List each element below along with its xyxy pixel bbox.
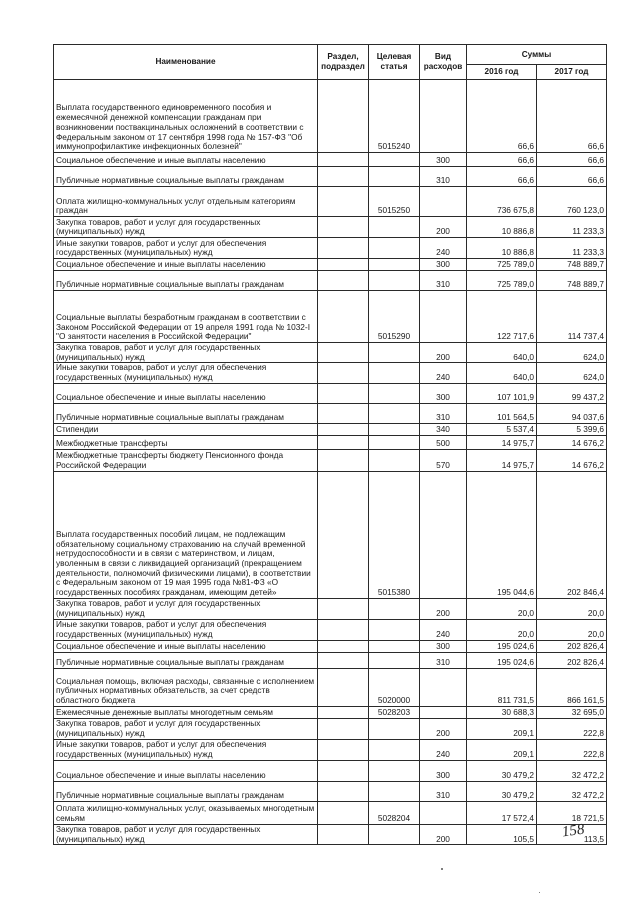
row-section — [318, 706, 369, 718]
row-expense-type: 240 — [420, 363, 467, 383]
row-article — [369, 423, 420, 435]
table-row — [54, 471, 607, 598]
header-year-2017: 2017 год — [537, 65, 607, 80]
row-section — [318, 80, 369, 153]
table-row — [54, 343, 607, 363]
row-amount-2017: 32 695,0 — [537, 706, 607, 718]
row-article — [369, 619, 420, 640]
row-article — [369, 781, 420, 801]
row-expense-type: 200 — [420, 343, 467, 363]
row-amount-2016: 725 789,0 — [467, 259, 537, 271]
row-name: Межбюджетные трансферты — [54, 435, 318, 449]
row-expense-type: 310 — [420, 271, 467, 291]
row-article — [369, 598, 420, 619]
row-name: Выплата государственных пособий лицам, не подлежащим обязательному социальному страхованию на случай временной нетрудоспособности и в связи с материнством, и лицам, уволенным в связи с ликвидацией организаций (прекращением деятельности, полномочий физическими лицами), в соответствии с Федеральным законом от 19 мая 1995 года №81-ФЗ «О государственных пособиях гражданам, имеющим детей» — [54, 471, 318, 598]
row-amount-2017: 66,6 — [537, 153, 607, 167]
row-article: 5028204 — [369, 801, 420, 824]
row-amount-2016: 101 564,5 — [467, 403, 537, 423]
row-expense-type: 300 — [420, 259, 467, 271]
row-amount-2017: 222,8 — [537, 718, 607, 739]
row-expense-type: 200 — [420, 718, 467, 739]
row-article — [369, 363, 420, 383]
table-row — [54, 619, 607, 640]
table-row — [54, 259, 607, 271]
row-article — [369, 153, 420, 167]
row-expense-type: 200 — [420, 824, 467, 844]
row-name: Социальное обеспечение и иные выплаты населению — [54, 760, 318, 781]
row-section — [318, 739, 369, 760]
row-amount-2017: 222,8 — [537, 739, 607, 760]
row-name: Иные закупки товаров, работ и услуг для обеспечения государственных (муниципальных) нужд — [54, 363, 318, 383]
row-amount-2016: 30 688,3 — [467, 706, 537, 718]
row-article — [369, 217, 420, 238]
row-amount-2017: 32 472,2 — [537, 760, 607, 781]
row-amount-2017: 32 472,2 — [537, 781, 607, 801]
row-amount-2016: 17 572,4 — [467, 801, 537, 824]
row-amount-2017: 20,0 — [537, 598, 607, 619]
row-amount-2017: 66,6 — [537, 80, 607, 153]
row-amount-2016: 66,6 — [467, 153, 537, 167]
row-name: Социальное обеспечение и иные выплаты населению — [54, 383, 318, 403]
row-expense-type: 310 — [420, 167, 467, 187]
row-expense-type — [420, 187, 467, 217]
header-article: Целевая статья — [369, 45, 420, 80]
row-name: Оплата жилищно-коммунальных услуг, оказываемых многодетным семьям — [54, 801, 318, 824]
row-name: Социальное обеспечение и иные выплаты населению — [54, 640, 318, 652]
row-section — [318, 760, 369, 781]
row-amount-2016: 122 717,6 — [467, 291, 537, 343]
row-section — [318, 449, 369, 471]
row-article — [369, 435, 420, 449]
table-row — [54, 153, 607, 167]
row-article — [369, 449, 420, 471]
row-expense-type — [420, 80, 467, 153]
row-name: Оплата жилищно-коммунальных услуг отдельным категориям граждан — [54, 187, 318, 217]
table-row — [54, 238, 607, 259]
row-amount-2016: 209,1 — [467, 718, 537, 739]
row-amount-2017: 14 676,2 — [537, 435, 607, 449]
row-expense-type: 240 — [420, 619, 467, 640]
table-row — [54, 435, 607, 449]
row-section — [318, 598, 369, 619]
row-amount-2016: 195 024,6 — [467, 652, 537, 668]
row-amount-2017: 114 737,4 — [537, 291, 607, 343]
row-name: Социальная помощь, включая расходы, связанные с исполнением публичных нормативных обязательств, за счет средств областного бюджета — [54, 668, 318, 706]
row-expense-type — [420, 706, 467, 718]
row-section — [318, 801, 369, 824]
row-article — [369, 403, 420, 423]
row-amount-2016: 20,0 — [467, 619, 537, 640]
row-amount-2016: 209,1 — [467, 739, 537, 760]
row-amount-2017: 11 233,3 — [537, 217, 607, 238]
row-article — [369, 167, 420, 187]
row-amount-2016: 640,0 — [467, 363, 537, 383]
row-section — [318, 238, 369, 259]
row-amount-2017: 202 826,4 — [537, 640, 607, 652]
row-section — [318, 153, 369, 167]
scan-speck — [539, 892, 540, 893]
row-amount-2016: 105,5 — [467, 824, 537, 844]
row-article: 5015240 — [369, 80, 420, 153]
row-amount-2017: 624,0 — [537, 343, 607, 363]
row-section — [318, 259, 369, 271]
row-amount-2016: 5 537,4 — [467, 423, 537, 435]
row-article — [369, 824, 420, 844]
row-article — [369, 640, 420, 652]
row-expense-type: 500 — [420, 435, 467, 449]
row-amount-2017: 113,5 — [537, 824, 607, 844]
row-section — [318, 824, 369, 844]
row-name: Межбюджетные трансферты бюджету Пенсионного фонда Российской Федерации — [54, 449, 318, 471]
row-article: 5015380 — [369, 471, 420, 598]
row-amount-2017: 99 437,2 — [537, 383, 607, 403]
row-expense-type — [420, 668, 467, 706]
row-amount-2017: 760 123,0 — [537, 187, 607, 217]
row-article — [369, 259, 420, 271]
row-section — [318, 217, 369, 238]
row-article — [369, 739, 420, 760]
row-amount-2016: 66,6 — [467, 80, 537, 153]
row-section — [318, 435, 369, 449]
page-number: 158 — [560, 821, 586, 841]
table-row — [54, 781, 607, 801]
row-name: Закупка товаров, работ и услуг для государственных (муниципальных) нужд — [54, 598, 318, 619]
row-expense-type: 300 — [420, 383, 467, 403]
table-row — [54, 423, 607, 435]
table-row — [54, 217, 607, 238]
row-name: Иные закупки товаров, работ и услуг для обеспечения государственных (муниципальных) нужд — [54, 619, 318, 640]
row-name: Выплата государственного единовременного пособия и ежемесячной денежной компенсации гражданам при возникновении поствакцинальных осложнений в соответствии с Федеральным законом от 17 сентября 1998 года № 157-ФЗ "Об иммунопрофилактике инфекционных болезней" — [54, 80, 318, 153]
row-article — [369, 718, 420, 739]
row-name: Публичные нормативные социальные выплаты гражданам — [54, 652, 318, 668]
row-section — [318, 403, 369, 423]
header-name: Наименование — [54, 45, 318, 80]
row-amount-2017: 748 889,7 — [537, 259, 607, 271]
row-expense-type: 310 — [420, 403, 467, 423]
table-row — [54, 739, 607, 760]
row-article: 5020000 — [369, 668, 420, 706]
row-article — [369, 383, 420, 403]
row-amount-2016: 14 975,7 — [467, 449, 537, 471]
table-row — [54, 383, 607, 403]
table-row — [54, 598, 607, 619]
row-expense-type: 200 — [420, 598, 467, 619]
row-expense-type — [420, 471, 467, 598]
row-name: Публичные нормативные социальные выплаты гражданам — [54, 781, 318, 801]
row-expense-type: 200 — [420, 217, 467, 238]
table-row — [54, 363, 607, 383]
row-expense-type: 570 — [420, 449, 467, 471]
row-amount-2016: 20,0 — [467, 598, 537, 619]
row-amount-2016: 195 024,6 — [467, 640, 537, 652]
row-article — [369, 652, 420, 668]
row-article — [369, 343, 420, 363]
row-amount-2017: 624,0 — [537, 363, 607, 383]
row-section — [318, 471, 369, 598]
row-section — [318, 652, 369, 668]
row-section — [318, 383, 369, 403]
row-section — [318, 640, 369, 652]
row-amount-2016: 30 479,2 — [467, 760, 537, 781]
row-amount-2016: 107 101,9 — [467, 383, 537, 403]
row-amount-2017: 866 161,5 — [537, 668, 607, 706]
row-name: Закупка товаров, работ и услуг для государственных (муниципальных) нужд — [54, 824, 318, 844]
table-row — [54, 291, 607, 343]
row-name: Закупка товаров, работ и услуг для государственных (муниципальных) нужд — [54, 718, 318, 739]
row-section — [318, 271, 369, 291]
row-expense-type — [420, 801, 467, 824]
header-section: Раздел, подраздел — [318, 45, 369, 80]
row-amount-2016: 736 675,8 — [467, 187, 537, 217]
row-section — [318, 363, 369, 383]
row-amount-2017: 14 676,2 — [537, 449, 607, 471]
budget-table — [53, 44, 607, 845]
row-expense-type: 340 — [420, 423, 467, 435]
row-amount-2016: 10 886,8 — [467, 238, 537, 259]
row-name: Ежемесячные денежные выплаты многодетным семьям — [54, 706, 318, 718]
table-row — [54, 760, 607, 781]
row-expense-type: 310 — [420, 652, 467, 668]
row-amount-2017: 18 721,5 — [537, 801, 607, 824]
row-expense-type — [420, 291, 467, 343]
table-row — [54, 668, 607, 706]
row-name: Закупка товаров, работ и услуг для государственных (муниципальных) нужд — [54, 343, 318, 363]
table-row — [54, 167, 607, 187]
row-article — [369, 271, 420, 291]
row-amount-2017: 202 826,4 — [537, 652, 607, 668]
row-section — [318, 423, 369, 435]
table-row — [54, 403, 607, 423]
row-amount-2016: 10 886,8 — [467, 217, 537, 238]
row-name: Публичные нормативные социальные выплаты гражданам — [54, 403, 318, 423]
row-expense-type: 300 — [420, 153, 467, 167]
header-expense-type: Вид расходов — [420, 45, 467, 80]
header-year-2016: 2016 год — [467, 65, 537, 80]
row-section — [318, 167, 369, 187]
table-row — [54, 801, 607, 824]
row-amount-2016: 30 479,2 — [467, 781, 537, 801]
row-expense-type: 240 — [420, 739, 467, 760]
row-expense-type: 300 — [420, 760, 467, 781]
row-section — [318, 291, 369, 343]
row-amount-2016: 640,0 — [467, 343, 537, 363]
row-article — [369, 760, 420, 781]
table-body — [54, 80, 607, 845]
scan-speck — [441, 868, 443, 870]
table-row — [54, 187, 607, 217]
row-name: Социальное обеспечение и иные выплаты населению — [54, 153, 318, 167]
table-row — [54, 271, 607, 291]
row-name: Стипендии — [54, 423, 318, 435]
row-amount-2016: 811 731,5 — [467, 668, 537, 706]
row-amount-2016: 66,6 — [467, 167, 537, 187]
row-amount-2016: 195 044,6 — [467, 471, 537, 598]
table-header — [54, 45, 607, 80]
table-row — [54, 640, 607, 652]
row-name: Иные закупки товаров, работ и услуг для обеспечения государственных (муниципальных) нужд — [54, 739, 318, 760]
row-amount-2017: 66,6 — [537, 167, 607, 187]
table-row — [54, 824, 607, 844]
row-amount-2017: 11 233,3 — [537, 238, 607, 259]
table-row — [54, 80, 607, 153]
row-expense-type: 240 — [420, 238, 467, 259]
table-row — [54, 706, 607, 718]
row-amount-2017: 5 399,6 — [537, 423, 607, 435]
row-name: Публичные нормативные социальные выплаты гражданам — [54, 271, 318, 291]
row-section — [318, 781, 369, 801]
row-expense-type: 300 — [420, 640, 467, 652]
row-article: 5015250 — [369, 187, 420, 217]
row-name: Закупка товаров, работ и услуг для государственных (муниципальных) нужд — [54, 217, 318, 238]
row-section — [318, 343, 369, 363]
row-amount-2017: 202 846,4 — [537, 471, 607, 598]
row-article — [369, 238, 420, 259]
row-name: Социальные выплаты безработным гражданам в соответствии с Законом Российской Федерации от 19 апреля 1991 года № 1032-I "О занятости населения в Российской Федерации" — [54, 291, 318, 343]
row-amount-2016: 14 975,7 — [467, 435, 537, 449]
row-name: Социальное обеспечение и иные выплаты населению — [54, 259, 318, 271]
row-section — [318, 718, 369, 739]
row-name: Иные закупки товаров, работ и услуг для обеспечения государственных (муниципальных) нужд — [54, 238, 318, 259]
row-section — [318, 619, 369, 640]
header-sums: Суммы — [467, 45, 607, 65]
row-expense-type: 310 — [420, 781, 467, 801]
row-article: 5028203 — [369, 706, 420, 718]
table-row — [54, 652, 607, 668]
table-row — [54, 449, 607, 471]
row-name: Публичные нормативные социальные выплаты гражданам — [54, 167, 318, 187]
row-section — [318, 187, 369, 217]
row-amount-2017: 20,0 — [537, 619, 607, 640]
row-article: 5015290 — [369, 291, 420, 343]
row-amount-2016: 725 789,0 — [467, 271, 537, 291]
row-amount-2017: 748 889,7 — [537, 271, 607, 291]
table-row — [54, 718, 607, 739]
row-section — [318, 668, 369, 706]
row-amount-2017: 94 037,6 — [537, 403, 607, 423]
